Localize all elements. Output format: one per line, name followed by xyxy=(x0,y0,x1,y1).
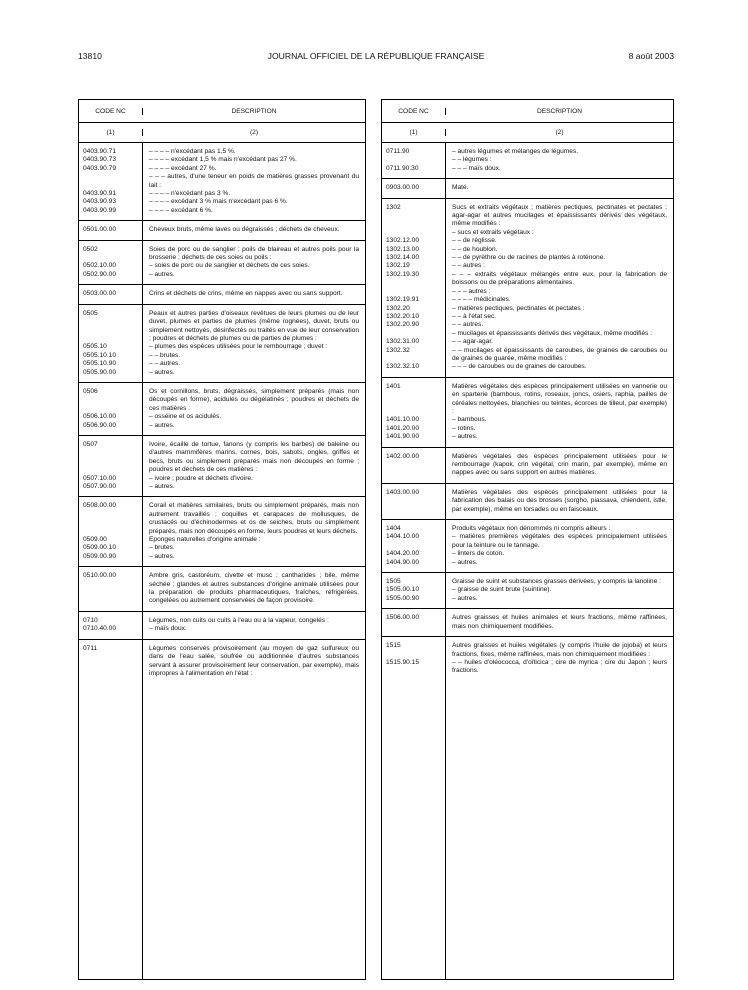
nc-description: Cheveux bruts, même lavés ou dégraissés ; déchets de cheveux. xyxy=(149,226,340,234)
table-section xyxy=(382,378,673,448)
nc-description: – matières pectiques, pectinates et pectates : xyxy=(452,304,585,312)
table-row xyxy=(79,207,365,215)
table-row xyxy=(382,586,673,594)
table-row xyxy=(382,525,673,533)
nc-description: – – – – n'excédant pas 1,5 %. xyxy=(149,148,236,155)
nc-description: – autres. xyxy=(149,421,175,429)
nc-code: 1302.12.00 xyxy=(386,237,420,245)
table-row xyxy=(79,441,365,475)
nc-description: – – – maïs doux. xyxy=(452,164,501,172)
publication-date: 8 août 2003 xyxy=(628,51,674,61)
nc-description: – – mucilages et épaississants de caroubes, de graines de caroubes ou de graines de guarée, même modifiés : xyxy=(452,346,667,362)
nc-description: – – de réglisse. xyxy=(452,237,497,245)
table-row xyxy=(382,165,673,173)
table-row xyxy=(382,156,673,164)
nc-description: – autres. xyxy=(149,552,175,560)
table-row xyxy=(382,533,673,550)
nc-description: – – huiles d'oléococca, d'oïticica ; cire de myrica ; cire du Japon ; leurs fractions. xyxy=(452,658,667,675)
table-row xyxy=(382,347,673,364)
table-section xyxy=(79,612,365,640)
table-section xyxy=(382,448,673,484)
table-row xyxy=(382,416,673,424)
table-row xyxy=(382,383,673,417)
nc-description: – brutes. xyxy=(149,544,175,552)
left-table xyxy=(78,99,366,980)
nc-description: – autres. xyxy=(149,368,175,376)
table-section xyxy=(382,573,673,609)
table-row xyxy=(79,553,365,561)
nc-description: – autres légumes et mélanges de légumes. xyxy=(452,148,579,155)
nc-code: 0710.40.00 xyxy=(83,625,117,633)
table-row xyxy=(382,550,673,558)
nc-description: – – – – excédant 3 % mais n'excédant pas 6 %. xyxy=(149,198,288,206)
table-row xyxy=(382,229,673,237)
nc-code: 0505.10.90 xyxy=(83,360,117,368)
table-row xyxy=(382,642,673,659)
nc-description: – graisse de suint brute (suintine). xyxy=(452,586,552,594)
nc-code: 1505.00.10 xyxy=(386,586,420,594)
nc-code: 0505 xyxy=(83,309,98,317)
table-row xyxy=(382,321,673,329)
nc-code: 1403.00.00 xyxy=(386,488,420,496)
nc-description: – rotins. xyxy=(452,424,476,432)
table-section xyxy=(382,199,673,378)
nc-code: 0403.90.73 xyxy=(83,156,117,164)
table-section xyxy=(79,143,365,221)
nc-code: 0509.00.90 xyxy=(83,552,117,560)
nc-code xyxy=(382,156,446,164)
nc-code: 1404.90.00 xyxy=(386,558,420,566)
right-table xyxy=(381,99,674,980)
nc-description: – maïs doux. xyxy=(149,625,187,633)
nc-description: – – – – médicinales. xyxy=(452,296,511,304)
nc-description: Ivoire, écaille de tortue, fanons (y compris les barbes) de baleine ou d'autres mammifères marins, cornes, bois, sabots, ongles, griffes et becs, bruts ou simplement préparés mais non découpés en forme ; poudres et déchets de ces matières : xyxy=(149,440,359,474)
table-row xyxy=(382,148,673,156)
table-row xyxy=(79,625,365,633)
table-row xyxy=(79,572,365,606)
table-row xyxy=(382,330,673,338)
nc-code: 0506.10.00 xyxy=(83,413,117,421)
description-column-number: (2) xyxy=(555,129,564,136)
table-row xyxy=(79,290,365,298)
table-row xyxy=(382,614,673,631)
table-row xyxy=(79,536,365,544)
table-section xyxy=(382,609,673,637)
nc-description: Eponges naturelles d'origine animale : xyxy=(149,536,261,544)
table-row xyxy=(382,433,673,441)
nc-code: 0711.90 xyxy=(386,148,410,155)
nc-code xyxy=(382,229,446,237)
nc-code: 0510.00.00 xyxy=(83,572,117,580)
table-section xyxy=(79,241,365,286)
nc-code: 0505.10.10 xyxy=(83,351,117,359)
table-row xyxy=(382,262,673,270)
table-row xyxy=(382,271,673,288)
nc-description: Autres graisses et huiles végétales (y compris l'huile de jojoba) et leurs fractions, fixes, même raffinées, mais non chimiquement modifiées : xyxy=(452,642,667,658)
nc-description: – – autres. xyxy=(149,360,181,368)
table-row xyxy=(382,313,673,321)
nc-description: – osséine et os acidulés. xyxy=(149,413,222,421)
code-column-number: (1) xyxy=(79,129,143,136)
table-row xyxy=(79,156,365,164)
table-row xyxy=(382,559,673,567)
nc-code: 0507 xyxy=(83,440,98,448)
table-row xyxy=(382,425,673,433)
nc-description: Produits végétaux non dénommés ni compris ailleurs : xyxy=(452,525,611,533)
table-row xyxy=(382,595,673,603)
table-row xyxy=(79,475,365,483)
nc-description: – ivoire ; poudre et déchets d'ivoire. xyxy=(149,474,253,482)
nc-code: 0505.10 xyxy=(83,343,107,351)
nc-code: 1505.00.90 xyxy=(386,594,420,602)
description-column-header: DESCRIPTION xyxy=(536,107,583,115)
nc-description: Crins et déchets de crins, même en nappes avec ou sans support. xyxy=(149,290,343,298)
nc-description: – – de houblon. xyxy=(452,245,498,253)
nc-code: 0711 xyxy=(83,644,98,652)
nc-description: – autres. xyxy=(452,558,478,566)
nc-description: – mucilages et épaississants dérivés des végétaux, même modifiés : xyxy=(452,329,653,337)
table-row xyxy=(79,388,365,413)
table-section xyxy=(382,637,673,681)
table-header-row xyxy=(79,100,365,123)
nc-description: – – – – n'excédant pas 3 %. xyxy=(149,190,231,198)
nc-description: – – autres. xyxy=(452,321,484,329)
page-header xyxy=(78,51,674,65)
table-row xyxy=(79,413,365,421)
nc-description: – plumes des espèces utilisées pour le rembourrage ; duvet : xyxy=(149,343,328,351)
nc-code: 1506.00.00 xyxy=(386,614,420,622)
nc-description: – – – autres, d'une teneur en poids de matières grasses provenant du lait : xyxy=(149,173,359,189)
nc-description: – linters de coton. xyxy=(452,550,505,558)
nc-code: 0506 xyxy=(83,387,98,395)
table-section xyxy=(382,484,673,520)
table-section xyxy=(79,567,365,612)
nc-code: 1404.10.00 xyxy=(386,533,420,541)
nc-code: 0403.90.99 xyxy=(83,206,117,214)
table-row xyxy=(382,204,673,229)
table-row xyxy=(382,578,673,586)
table-number-row xyxy=(79,123,365,143)
nc-description: Autres graisses et huiles animales et leurs fractions, même raffinées, mais non chimiquement modifiées. xyxy=(452,614,667,630)
nc-description: Maté. xyxy=(452,184,469,192)
right-table-body xyxy=(382,143,673,979)
nc-code: 0502.10.00 xyxy=(83,262,117,270)
nc-code: 1505 xyxy=(386,578,401,586)
table-row xyxy=(79,262,365,270)
code-column-number: (1) xyxy=(382,129,446,136)
nc-description: Légumes conservés provisoirement (au moyen de gaz sulfureux ou dans de l'eau salée, soufrée ou additionnée d'autres substances servant à assurer provisoirement leur conservation, par exemple), mais impropres à l'alimentation en l'état : xyxy=(149,644,359,677)
nc-code: 1401 xyxy=(386,382,401,390)
code-column-header: CODE NC xyxy=(79,108,143,115)
nc-description: Peaux et autres parties d'oiseaux revêtues de leurs plumes ou de leur duvet, plumes et parties de plumes (même rognées), duvet, bruts ou simplement nettoyés, désinfectés ou traités en vue de leur conservation ; poudres et déchets de plumes ou de parties de plumes : xyxy=(149,309,359,342)
table-section xyxy=(79,305,365,383)
table-row xyxy=(79,617,365,625)
table-row xyxy=(382,237,673,245)
nc-description: – – – – excédant 27 %. xyxy=(149,164,217,172)
nc-code: 1302.19.91 xyxy=(386,296,420,304)
table-row xyxy=(79,148,365,156)
nc-description: – – de pyrèthre ou de racines de plantes à roténone. xyxy=(452,254,606,262)
nc-code xyxy=(382,330,446,338)
table-row xyxy=(79,645,365,679)
nc-description: – – – de caroubes ou de graines de caroubes. xyxy=(452,363,587,371)
table-section xyxy=(79,383,365,436)
nc-description: Soies de porc ou de sanglier ; poils de blaireau et autres poils pour la brosserie ; déchets de ces soies ou poils : xyxy=(149,245,359,262)
table-section xyxy=(79,221,365,240)
nc-description: – – agar-agar. xyxy=(452,338,494,346)
left-table-body xyxy=(79,143,365,979)
nc-code: 1401.90.00 xyxy=(386,433,420,441)
table-row xyxy=(79,502,365,536)
nc-description: – – à l'état sec. xyxy=(452,312,497,320)
nc-code: 0403.90.93 xyxy=(83,198,117,206)
description-column-number: (2) xyxy=(249,129,259,136)
nc-description: – autres. xyxy=(149,483,175,490)
nc-code: 0403.90.71 xyxy=(83,148,117,155)
table-row xyxy=(79,310,365,344)
nc-code: 0509.00.10 xyxy=(83,544,117,552)
nc-description: – – autres : xyxy=(452,262,485,270)
table-section xyxy=(79,640,365,684)
nc-code: 1401.10.00 xyxy=(386,416,420,424)
table-row xyxy=(79,226,365,234)
nc-code: 0502 xyxy=(83,245,98,253)
nc-description: – soies de porc ou de sanglier et déchets de ces soies. xyxy=(149,262,310,270)
nc-description: Sucs et extraits végétaux ; matières pectiques, pectinates et pectates ; agar-agar et autres mucilages et épaississants dérivés des végétaux, même modifiés : xyxy=(452,203,667,228)
nc-code: 0508.00.00 xyxy=(83,502,117,510)
table-section xyxy=(79,436,365,497)
nc-code: 0506.90.00 xyxy=(83,421,117,429)
page-number: 13810 xyxy=(78,51,102,61)
nc-code: 1302.19 xyxy=(386,262,410,270)
table-section xyxy=(382,143,673,179)
nc-description: Os et cornillons, bruts, dégraissés, simplement préparés (mais non découpés en forme), acidulés ou dégélatinés ; poudres et déchets de ces matières : xyxy=(149,387,359,412)
nc-code: 0509.00 xyxy=(83,536,107,544)
nc-description: – sucs et extraits végétaux : xyxy=(452,228,534,236)
journal-title: JOURNAL OFFICIEL DE LA RÉPUBLIQUE FRANÇAISE xyxy=(267,51,485,61)
nc-description: – – légumes : xyxy=(452,156,492,164)
nc-code: 0501.00.00 xyxy=(83,226,117,234)
nc-description: – autres. xyxy=(452,433,478,441)
nc-code: 1404.20.00 xyxy=(386,550,420,558)
nc-description: Matières végétales des espèces principalement utilisées pour la fabrication des balais ou des brosses (sorgho, piassava, chiendent, istle, par exemple), même en torsades ou en faisceaux. xyxy=(452,488,667,513)
nc-description: – matières premières végétales des espèces principalement utilisées pour la teinture ou le tannage. xyxy=(452,533,667,549)
table-row xyxy=(79,246,365,263)
table-row xyxy=(79,544,365,552)
nc-description: – bambous. xyxy=(452,416,487,424)
nc-description: – – – autres : xyxy=(452,287,491,295)
nc-code: 1302.13.00 xyxy=(386,245,420,253)
nc-code: 1401.20.00 xyxy=(386,424,420,432)
nc-description: – autres. xyxy=(452,594,478,602)
table-row xyxy=(79,360,365,368)
table-row xyxy=(79,198,365,206)
nc-code: 0903.00.00 xyxy=(386,184,420,192)
nc-code: 1302 xyxy=(386,203,401,211)
code-column-header: CODE NC xyxy=(382,108,446,115)
nc-description: – – – extraits végétaux mélangés entre eux, pour la fabrication de boissons ou de préparations alimentaires. xyxy=(452,270,667,287)
table-row xyxy=(382,453,673,478)
table-row xyxy=(382,305,673,313)
table-row xyxy=(79,173,365,190)
table-row xyxy=(382,363,673,371)
nc-code: 0507.90.00 xyxy=(83,483,117,490)
nc-code: 0403.90.79 xyxy=(83,164,117,172)
nc-code: 1515.90.15 xyxy=(386,658,420,666)
table-section xyxy=(79,285,365,304)
table-row xyxy=(79,190,365,198)
nc-code: 1302.32.10 xyxy=(386,363,420,371)
nc-description: Ambre gris, castoréum, civette et musc ; cantharides ; bile, même séchée ; glandes et autres substances d'origine animale utilisées pour la préparation de produits pharmaceutiques, fraîches, réfrigérées, congelées ou autrement conservées de façon provisoire. xyxy=(149,572,359,605)
table-row xyxy=(79,483,365,491)
description-column-header: DESCRIPTION xyxy=(231,107,277,115)
table-row xyxy=(79,369,365,377)
nc-description: Corail et matières similaires, bruts ou simplement préparés, mais non autrement travaillés ; coquilles et carapaces de mollusques, de crustacés ou d'échinodermes et os de seiches, bruts ou simplement préparés, mais non découpés en forme, leurs poudres et leurs déchets. xyxy=(149,502,359,535)
nc-description: – – – – excédant 1,5 % mais n'excédant pas 27 %. xyxy=(149,156,297,164)
table-row xyxy=(79,343,365,351)
nc-code: 1302.14.00 xyxy=(386,254,420,262)
nc-code: 1302.20.90 xyxy=(386,321,420,329)
nc-description: – – brutes. xyxy=(149,351,181,359)
nc-code: 0502.90.00 xyxy=(83,270,117,278)
nc-code: 0710 xyxy=(83,616,98,624)
table-row xyxy=(79,352,365,360)
nc-code: 0503.00.00 xyxy=(83,290,117,298)
nc-code: 1515 xyxy=(386,642,401,650)
table-row xyxy=(382,254,673,262)
table-row xyxy=(382,659,673,676)
nc-code: 1302.31.00 xyxy=(386,338,420,346)
nc-code: 0403.90.91 xyxy=(83,190,117,198)
nc-description: – – – – excédant 6 %. xyxy=(149,206,213,214)
nc-description: – autres. xyxy=(149,270,175,278)
nc-code: 0711.90.30 xyxy=(386,164,419,172)
table-row xyxy=(382,184,673,192)
nc-code: 1302.32 xyxy=(386,346,410,354)
table-row xyxy=(382,338,673,346)
nc-code xyxy=(79,173,143,190)
nc-code: 0507.10.00 xyxy=(83,474,117,482)
table-section xyxy=(79,497,365,567)
table-row xyxy=(79,422,365,430)
table-header-row xyxy=(382,100,673,123)
table-row xyxy=(382,489,673,514)
nc-code: 1402.00.00 xyxy=(386,452,420,460)
table-row xyxy=(79,165,365,173)
table-section xyxy=(382,179,673,198)
table-row xyxy=(382,288,673,296)
table-row xyxy=(382,296,673,304)
table-row xyxy=(382,246,673,254)
table-number-row xyxy=(382,123,673,143)
nc-code xyxy=(382,288,446,296)
nc-code: 1302.20 xyxy=(386,304,410,312)
nc-description: Matières végétales des espèces principalement utilisées en vannerie ou en sparterie (bambous, rotins, roseaux, joncs, osiers, raphia, pailles de céréales nettoyées, blanchies ou teintes, écorces de tilleul, par exemple) : xyxy=(452,382,667,415)
table-row xyxy=(79,271,365,279)
nc-description: Légumes, non cuits ou cuits à l'eau ou à la vapeur, congelés : xyxy=(149,616,329,624)
nc-code: 1404 xyxy=(386,525,401,533)
table-section xyxy=(382,520,673,573)
nc-code: 0505.90.00 xyxy=(83,368,117,376)
nc-description: Matières végétales des espèces principalement utilisées pour le rembourrage (kapok, crin végétal, crin marin, par exemple), même en nappes avec ou sans support en autres matières. xyxy=(452,452,667,477)
nc-description: Graisse de suint et substances grasses dérivées, y compris la lanoline : xyxy=(452,578,661,586)
nc-code: 1302.19.30 xyxy=(386,270,420,278)
nc-code: 1302.20.10 xyxy=(386,312,420,320)
